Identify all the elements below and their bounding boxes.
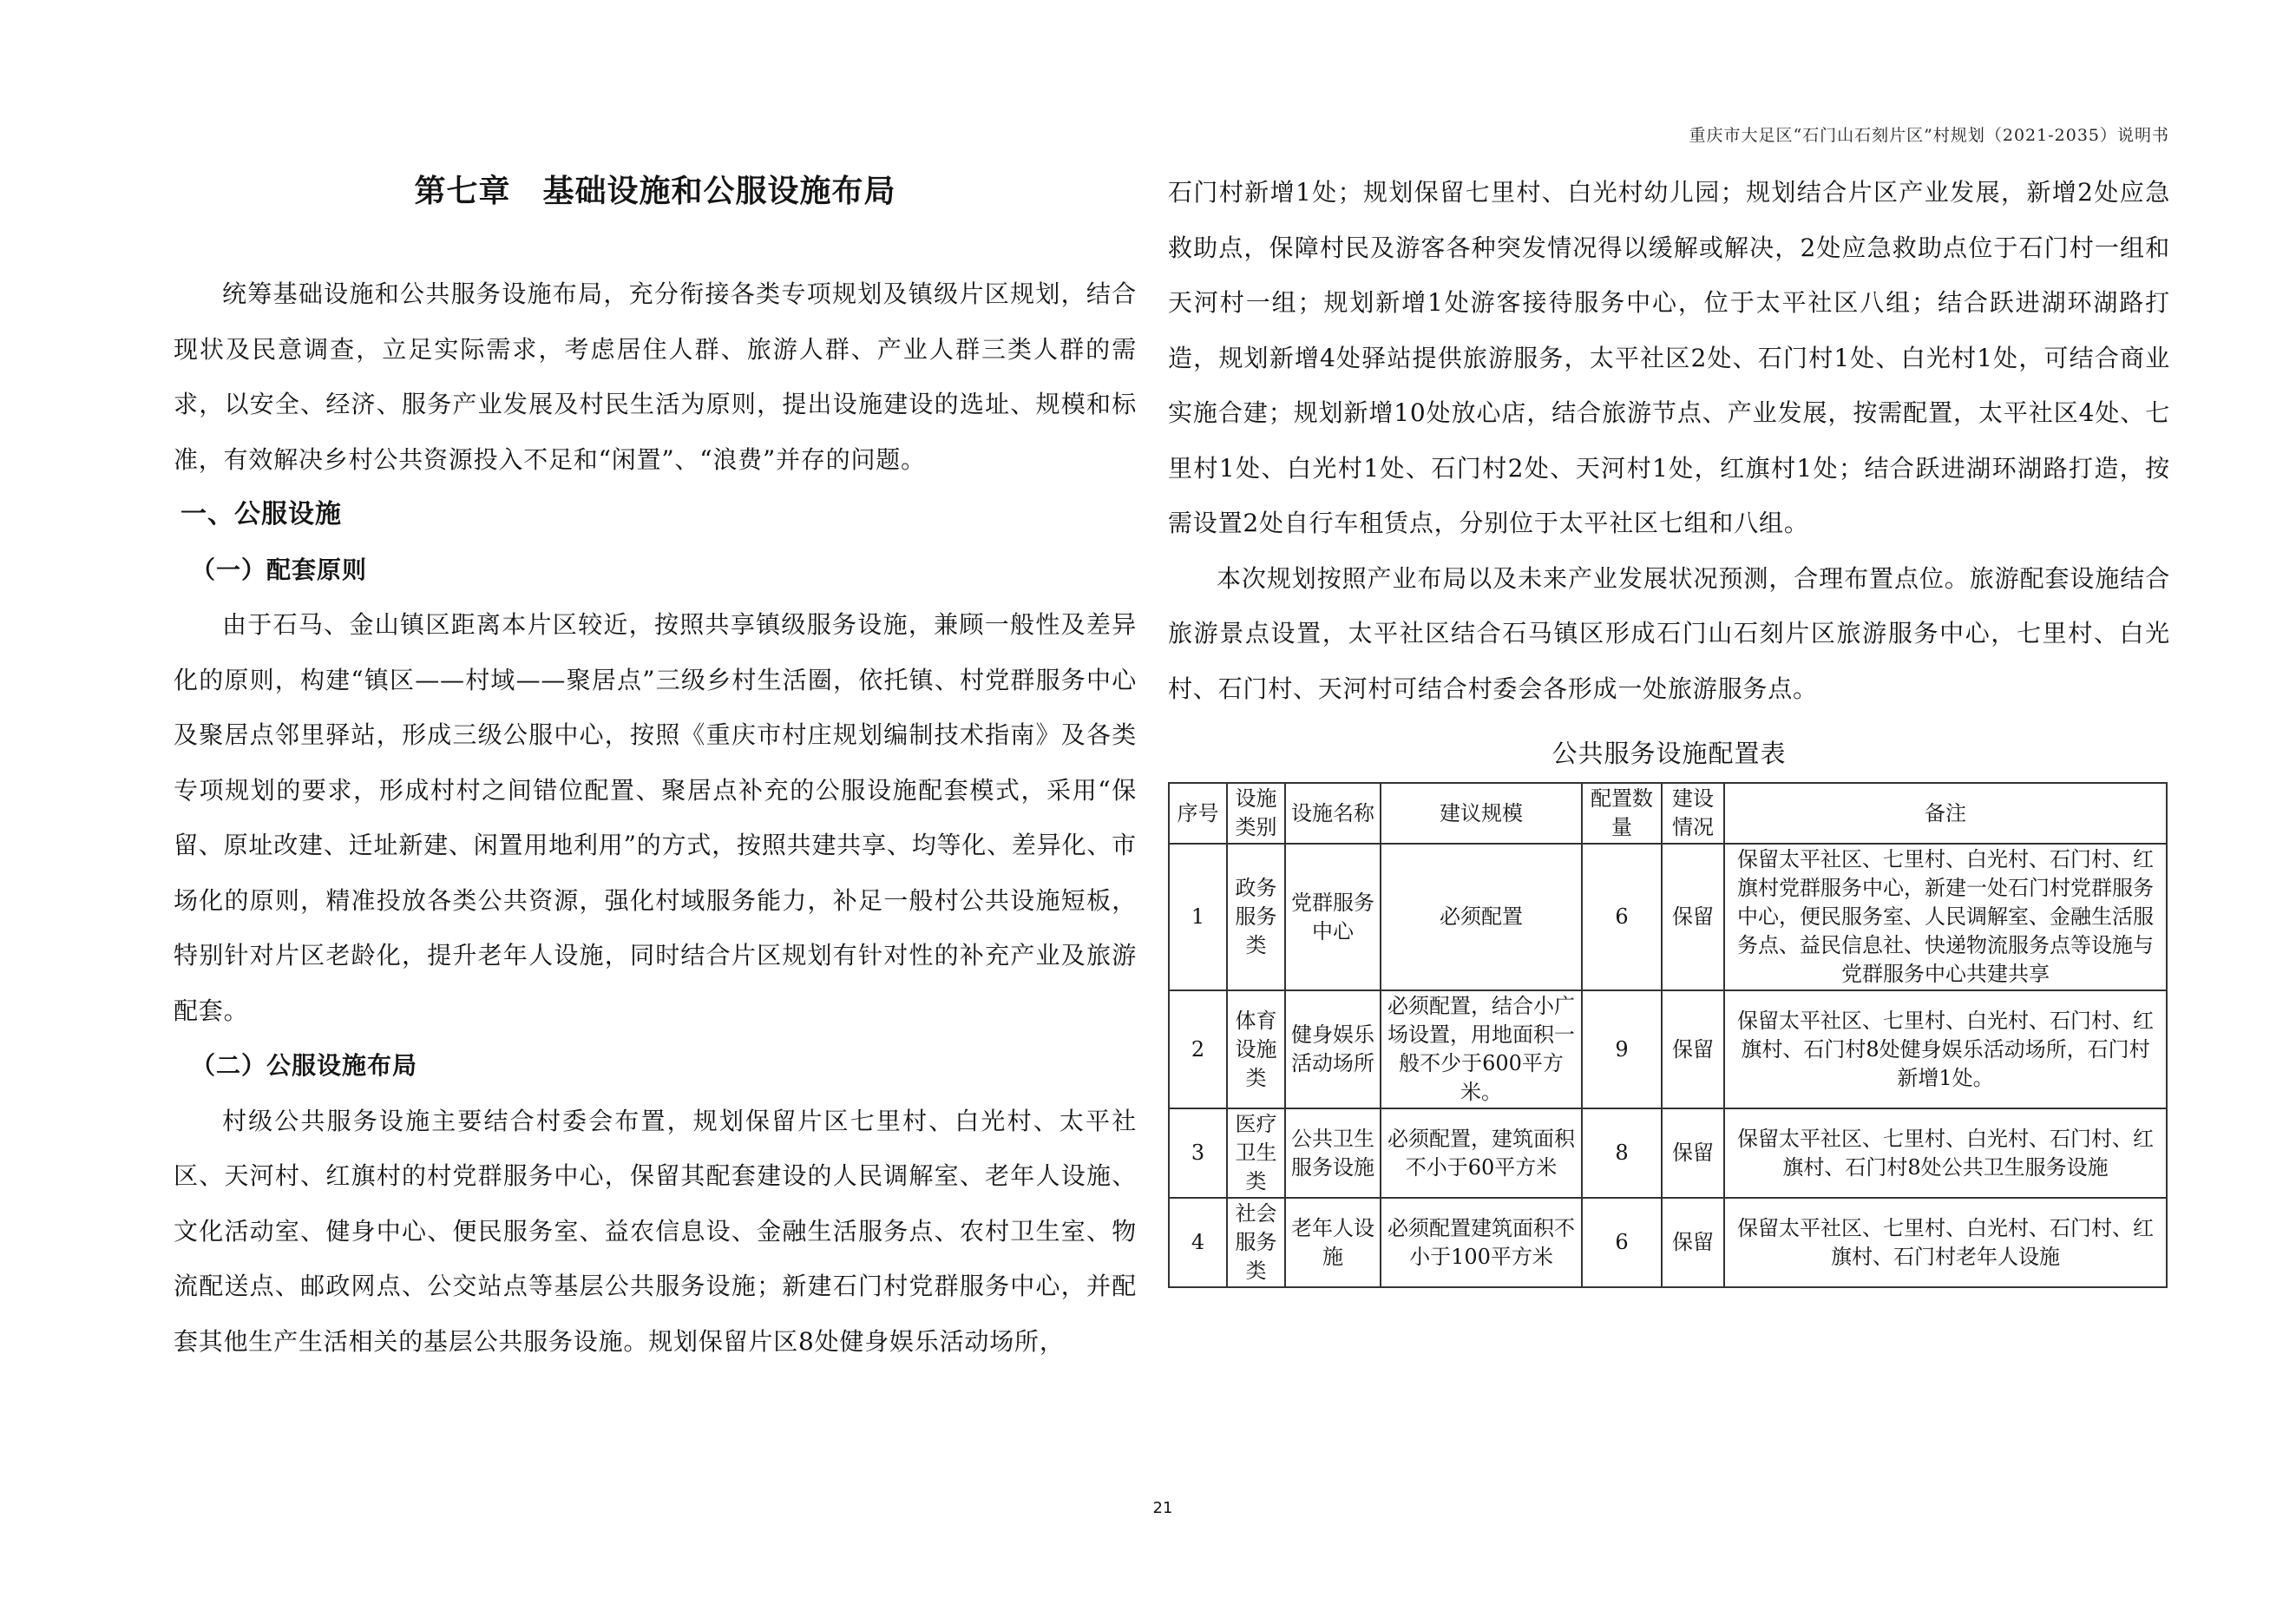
cell-note: 保留太平社区、七里村、白光村、石门村、红旗村、石门村8处健身娱乐活动场所，石门村新增1处。 [1724,990,2167,1108]
cell-scale: 必须配置建筑面积不小于100平方米 [1381,1198,1582,1287]
table-row [1169,1108,2167,1198]
table-header-row [1169,783,2167,844]
cell-scale: 必须配置，建筑面积不小于60平方米 [1381,1108,1582,1198]
left-column [174,165,1137,1369]
header-cell: 配置数量 [1582,783,1662,844]
cell-no: 4 [1169,1198,1227,1287]
cell-name: 健身娱乐活动场所 [1285,990,1381,1108]
tourism-paragraph: 本次规划按照产业布局以及未来产业发展状况预测，合理布置点位。旅游配套设施结合旅游景点设置，太平社区结合石马镇区形成石门山石刻片区旅游服务中心，七里村、白光村、石门村、天河村可结合村委会各形成一处旅游服务点。 [1168,563,2170,703]
cell-note: 保留太平社区、七里村、白光村、石门村、红旗村党群服务中心，新建一处石门村党群服务中心，便民服务室、人民调解室、金融生活服务点、益民信息社、快递物流服务点等设施与党群服务中心共建共享 [1724,844,2167,990]
header-cell: 备注 [1724,783,2167,844]
cell-no: 3 [1169,1108,1227,1198]
cell-name: 公共卫生服务设施 [1285,1108,1381,1198]
subheading-layout: （二）公服设施布局 [191,1051,418,1080]
running-header: 重庆市大足区“石门山石刻片区”村规划（2021-2035）说明书 [1689,126,2169,145]
header-cell: 建设情况 [1662,783,1724,844]
right-column [1168,165,2170,1288]
cell-no: 2 [1169,990,1227,1108]
page-number: 21 [1152,1499,1173,1517]
facilities-table [1168,782,2168,1288]
cell-name: 党群服务中心 [1285,844,1381,990]
table-row [1169,844,2167,990]
cell-scale: 必须配置，结合小广场设置，用地面积一般不少于600平方米。 [1381,990,1582,1108]
header-cell: 设施名称 [1285,783,1381,844]
cell-category: 医疗卫生类 [1227,1108,1285,1198]
cell-status: 保留 [1662,990,1724,1108]
cell-scale: 必须配置 [1381,844,1582,990]
cell-count: 6 [1582,1198,1662,1287]
header-cell: 序号 [1169,783,1227,844]
cell-name: 老年人设施 [1285,1198,1381,1287]
intro-paragraph: 统筹基础设施和公共服务设施布局，充分衔接各类专项规划及镇级片区规划，结合现状及民意调查，立足实际需求，考虑居住人群、旅游人群、产业人群三类人群的需求，以安全、经济、服务产业发展及村民生活为原则，提出设施建设的选址、规模和标准，有效解决乡村公共资源投入不足和“闲置”、“浪费”并存的问题。 [174,279,1137,474]
cell-status: 保留 [1662,844,1724,990]
cell-category: 体育设施类 [1227,990,1285,1108]
layout-paragraph: 村级公共服务设施主要结合村委会布置，规划保留片区七里村、白光村、太平社区、天河村、红旗村的村党群服务中心，保留其配套建设的人民调解室、老年人设施、文化活动室、健身中心、便民服务室、益农信息设、金融生活服务点、农村卫生室、物流配送点、邮政网点、公交站点等基层公共服务设施；新建石门村党群服务中心，并配套其他生产生活相关的基层公共服务设施。规划保留片区8处健身娱乐活动场所， [174,1106,1137,1356]
cell-status: 保留 [1662,1108,1724,1198]
cell-count: 9 [1582,990,1662,1108]
section-heading-public-services: 一、公服设施 [180,499,342,529]
cell-category: 社会服务类 [1227,1198,1285,1287]
principles-paragraph: 由于石马、金山镇区距离本片区较近，按照共享镇级服务设施，兼顾一般性及差异化的原则，构建“镇区——村域——聚居点”三级乡村生活圈，依托镇、村党群服务中心及聚居点邻里驿站，形成三级公服中心，按照《重庆市村庄规划编制技术指南》及各类专项规划的要求，形成村村之间错位配置、聚居点补充的公服设施配套模式，采用“保留、原址改建、迁址新建、闲置用地利用”的方式，按照共建共享、均等化、差异化、市场化的原则，精准投放各类公共资源，强化村域服务能力，补足一般村公共设施短板，特别针对片区老龄化，提升老年人设施，同时结合片区规划有针对性的补充产业及旅游配套。 [174,610,1137,1025]
cell-note: 保留太平社区、七里村、白光村、石门村、红旗村、石门村老年人设施 [1724,1198,2167,1287]
chapter-title: 第七章 基础设施和公服设施布局 [414,173,896,209]
cell-count: 6 [1582,844,1662,990]
header-cell: 设施类别 [1227,783,1285,844]
cell-category: 政务服务类 [1227,844,1285,990]
table-row [1169,990,2167,1108]
cell-note: 保留太平社区、七里村、白光村、石门村、红旗村、石门村8处公共卫生服务设施 [1724,1108,2167,1198]
header-cell: 建议规模 [1381,783,1582,844]
cell-count: 8 [1582,1108,1662,1198]
layout-paragraph-continued: 石门村新增1处；规划保留七里村、白光村幼儿园；规划结合片区产业发展，新增2处应急救助点，保障村民及游客各种突发情况得以缓解或解决，2处应急救助点位于石门村一组和天河村一组；规划新增1处游客接待服务中心，位于太平社区八组；结合跃进湖环湖路打造，规划新增4处驿站提供旅游服务，太平社区2处、石门村1处、白光村1处，可结合商业实施合建；规划新增10处放心店，结合旅游节点、产业发展，按需配置，太平社区4处、七里村1处、白光村1处、石门村2处、天河村1处，红旗村1处；结合跃进湖环湖路打造，按需设置2处自行车租赁点，分别位于太平社区七组和八组。 [1168,178,2170,537]
cell-status: 保留 [1662,1198,1724,1287]
table-row [1169,1198,2167,1287]
cell-no: 1 [1169,844,1227,990]
table-title: 公共服务设施配置表 [1551,739,1787,768]
subheading-principles: （一）配套原则 [191,555,368,584]
